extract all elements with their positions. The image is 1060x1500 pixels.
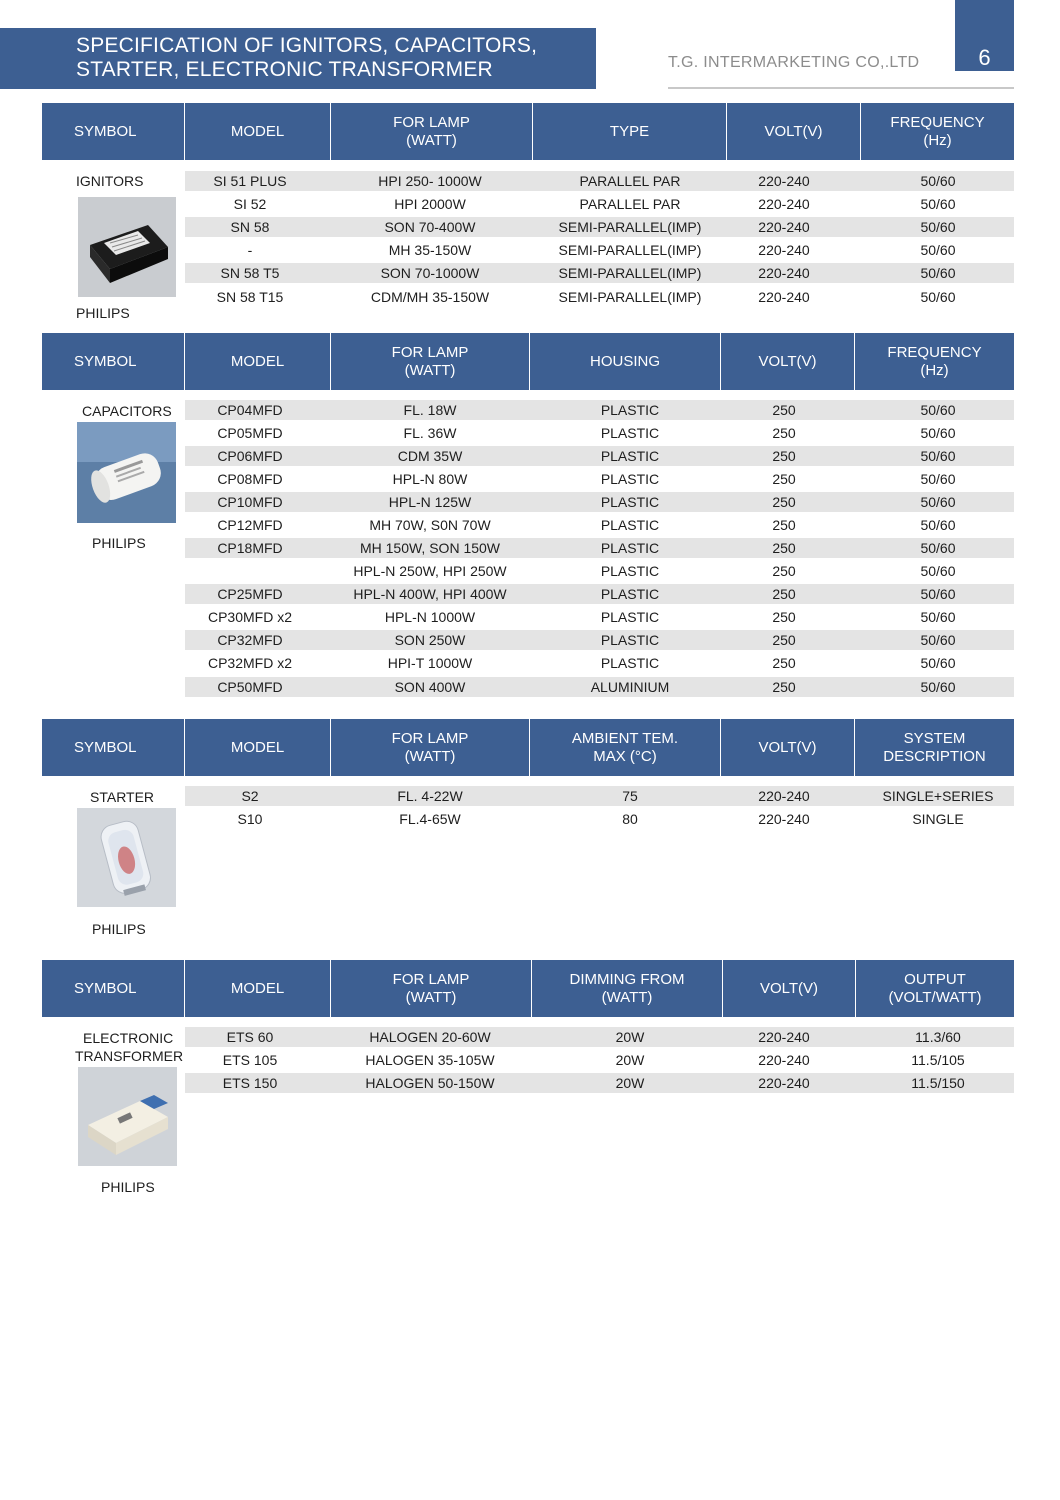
header-frequency: FREQUENCY (Hz) (861, 103, 1014, 160)
cell-lamp: CDM/MH 35-150W (370, 289, 490, 305)
cell-housing: PLASTIC (600, 540, 660, 556)
cell-lamp: SON 400W (394, 679, 466, 695)
table-row (185, 400, 1014, 420)
cell-model: CP12MFD (217, 517, 283, 533)
cell-model: S10 (237, 811, 263, 827)
cell-volt: 250 (772, 632, 796, 648)
cell-volt: 220-240 (758, 219, 810, 235)
cell-volt: 250 (772, 679, 796, 695)
capacitors-table-header (42, 333, 1014, 390)
header-for-lamp: FOR LAMP (WATT) (331, 960, 531, 1017)
cell-frequency: 50/60 (920, 563, 956, 579)
table-row (185, 677, 1014, 697)
cell-lamp: HALOGEN 50-150W (365, 1075, 495, 1091)
cell-housing: PLASTIC (600, 563, 660, 579)
cell-frequency: 50/60 (920, 632, 956, 648)
cell-frequency: 50/60 (920, 289, 956, 305)
table-row (185, 1050, 1014, 1070)
cell-housing: PLASTIC (600, 402, 660, 418)
table-row (185, 469, 1014, 489)
page-title-band (0, 28, 596, 89)
cell-housing: PLASTIC (600, 586, 660, 602)
cell-lamp: HPL-N 250W, HPI 250W (353, 563, 507, 579)
cell-model: SI 51 PLUS (213, 173, 287, 189)
cell-volt: 250 (772, 609, 796, 625)
cell-ambient-temp: 75 (622, 788, 638, 804)
cell-frequency: 50/60 (920, 425, 956, 441)
ignitors-label: IGNITORS (76, 173, 144, 189)
table-row (185, 217, 1014, 237)
transformer-brand: PHILIPS (101, 1179, 155, 1195)
cell-lamp: HPL-N 80W (392, 471, 468, 487)
cell-volt: 250 (772, 425, 796, 441)
header-model: MODEL (185, 333, 330, 390)
cell-lamp: CDM 35W (397, 448, 463, 464)
cell-volt: 220-240 (758, 1075, 810, 1091)
cell-frequency: 50/60 (920, 471, 956, 487)
cell-frequency: 50/60 (920, 609, 956, 625)
cell-volt: 220-240 (758, 1052, 810, 1068)
cell-lamp: HPL-N 400W, HPI 400W (353, 586, 507, 602)
cell-housing: PLASTIC (600, 494, 660, 510)
cell-system-description: SINGLE+SERIES (882, 788, 994, 804)
starter-photo (77, 808, 176, 907)
cell-frequency: 50/60 (920, 242, 956, 258)
cell-model: ETS 150 (222, 1075, 278, 1091)
transformer-label-line-1: ELECTRONIC (83, 1030, 174, 1046)
table-row (185, 287, 1014, 307)
cell-volt: 220-240 (758, 265, 810, 281)
cell-volt: 220-240 (758, 289, 810, 305)
header-model: MODEL (185, 719, 330, 776)
cell-model: CP25MFD (217, 586, 283, 602)
cell-volt: 250 (772, 494, 796, 510)
cell-housing: PLASTIC (600, 448, 660, 464)
cell-volt: 250 (772, 448, 796, 464)
cell-type: SEMI-PARALLEL(IMP) (558, 242, 702, 258)
page-title-line-2: STARTER, ELECTRONIC TRANSFORMER (76, 58, 493, 81)
cell-type: PARALLEL PAR (579, 196, 681, 212)
cell-volt: 220-240 (758, 1029, 810, 1045)
cell-ambient-temp: 80 (622, 811, 638, 827)
table-row (185, 171, 1014, 191)
header-model: MODEL (185, 103, 330, 160)
cell-lamp: HALOGEN 20-60W (369, 1029, 491, 1045)
capacitors-label: CAPACITORS (82, 403, 172, 419)
cell-housing: ALUMINIUM (590, 679, 670, 695)
header-volt: VOLT(V) (721, 719, 854, 776)
cell-model: SN 58 (230, 219, 270, 235)
ignitors-table-header (42, 103, 1014, 160)
cell-model: CP50MFD (217, 679, 283, 695)
cell-dimming-from: 20W (615, 1052, 645, 1068)
header-symbol: SYMBOL (42, 103, 184, 160)
cell-model: CP32MFD (217, 632, 283, 648)
cell-model: ETS 60 (226, 1029, 274, 1045)
cell-frequency: 50/60 (920, 402, 956, 418)
cell-model: CP30MFD x2 (207, 609, 293, 625)
transformer-table-header (42, 960, 1014, 1017)
cell-output: 11.5/150 (911, 1075, 965, 1091)
cell-model: CP06MFD (217, 448, 283, 464)
cell-volt: 250 (772, 586, 796, 602)
cell-volt: 220-240 (758, 173, 810, 189)
table-row (185, 607, 1014, 627)
starter-brand: PHILIPS (92, 921, 146, 937)
cell-output: 11.5/105 (911, 1052, 965, 1068)
cell-frequency: 50/60 (920, 219, 956, 235)
header-type: TYPE (533, 103, 726, 160)
cell-frequency: 50/60 (920, 586, 956, 602)
table-row (185, 240, 1014, 260)
cell-frequency: 50/60 (920, 448, 956, 464)
cell-lamp: MH 150W, SON 150W (359, 540, 501, 556)
cell-housing: PLASTIC (600, 471, 660, 487)
table-row (185, 1027, 1014, 1047)
table-row (185, 263, 1014, 283)
table-row (185, 630, 1014, 650)
cell-volt: 250 (772, 517, 796, 533)
cell-lamp: HPI 250- 1000W (378, 173, 482, 189)
cell-model: CP05MFD (217, 425, 283, 441)
transformer-label-line-2: TRANSFORMER (75, 1048, 184, 1064)
cell-lamp: FL. 4-22W (397, 788, 463, 804)
cell-frequency: 50/60 (920, 196, 956, 212)
cell-model: ETS 105 (222, 1052, 278, 1068)
cell-lamp: HPI 2000W (394, 196, 466, 212)
cell-dimming-from: 20W (615, 1029, 645, 1045)
cell-dimming-from: 20W (615, 1075, 645, 1091)
cell-lamp: HPL-N 125W (388, 494, 472, 510)
cell-lamp: SON 70-1000W (380, 265, 480, 281)
ignitor-photo (78, 197, 176, 297)
table-row (185, 423, 1014, 443)
header-system-description: SYSTEM DESCRIPTION (855, 719, 1014, 776)
header-frequency: FREQUENCY (Hz) (855, 333, 1014, 390)
cell-lamp: FL. 36W (403, 425, 457, 441)
cell-housing: PLASTIC (600, 517, 660, 533)
cell-volt: 250 (772, 655, 796, 671)
header-model: MODEL (185, 960, 330, 1017)
cell-housing: PLASTIC (600, 655, 660, 671)
cell-lamp: FL. 18W (403, 402, 457, 418)
cell-frequency: 50/60 (920, 540, 956, 556)
header-symbol: SYMBOL (42, 960, 184, 1017)
table-row (185, 194, 1014, 214)
cell-model: SI 52 (233, 196, 267, 212)
capacitors-brand: PHILIPS (92, 535, 146, 551)
cell-lamp: MH 70W, S0N 70W (369, 517, 491, 533)
header-symbol: SYMBOL (42, 719, 184, 776)
cell-volt: 220-240 (758, 788, 810, 804)
cell-volt: 250 (772, 402, 796, 418)
header-volt: VOLT(V) (723, 960, 855, 1017)
table-row (185, 809, 1014, 829)
table-row (185, 561, 1014, 581)
cell-model: CP32MFD x2 (207, 655, 293, 671)
cell-volt: 250 (772, 540, 796, 556)
cell-type: SEMI-PARALLEL(IMP) (558, 289, 702, 305)
cell-model: S2 (241, 788, 259, 804)
table-row (185, 584, 1014, 604)
table-row (185, 1073, 1014, 1093)
table-row (185, 653, 1014, 673)
company-underline (668, 87, 1014, 89)
cell-frequency: 50/60 (920, 655, 956, 671)
table-row (185, 446, 1014, 466)
cell-model: SN 58 T15 (216, 289, 284, 305)
cell-model: - (247, 242, 253, 258)
cell-lamp: SON 70-400W (384, 219, 476, 235)
cell-type: PARALLEL PAR (579, 173, 681, 189)
cell-model: CP18MFD (217, 540, 283, 556)
table-row (185, 492, 1014, 512)
cell-model: SN 58 T5 (220, 265, 280, 281)
cell-volt: 250 (772, 471, 796, 487)
cell-volt: 220-240 (758, 242, 810, 258)
cell-housing: PLASTIC (600, 609, 660, 625)
cell-frequency: 50/60 (920, 173, 956, 189)
cell-lamp: HPI-T 1000W (387, 655, 473, 671)
cell-volt: 220-240 (758, 811, 810, 827)
cell-frequency: 50/60 (920, 494, 956, 510)
header-symbol: SYMBOL (42, 333, 184, 390)
cell-type: SEMI-PARALLEL(IMP) (558, 219, 702, 235)
capacitor-photo (77, 422, 176, 523)
header-ambient-temp: AMBIENT TEM. MAX (°C) (530, 719, 720, 776)
header-for-lamp: FOR LAMP (WATT) (331, 103, 532, 160)
header-volt: VOLT(V) (721, 333, 854, 390)
cell-frequency: 50/60 (920, 679, 956, 695)
cell-housing: PLASTIC (600, 632, 660, 648)
header-volt: VOLT(V) (727, 103, 860, 160)
cell-frequency: 50/60 (920, 517, 956, 533)
page-number: 6 (978, 45, 991, 70)
cell-model: CP08MFD (217, 471, 283, 487)
cell-volt: 250 (772, 563, 796, 579)
cell-output: 11.3/60 (915, 1029, 961, 1045)
table-row (185, 538, 1014, 558)
cell-lamp: FL.4-65W (399, 811, 461, 827)
cell-lamp: SON 250W (394, 632, 466, 648)
cell-type: SEMI-PARALLEL(IMP) (558, 265, 702, 281)
header-for-lamp: FOR LAMP (WATT) (331, 333, 529, 390)
page-title-line-1: SPECIFICATION OF IGNITORS, CAPACITORS, (76, 34, 538, 57)
cell-model: CP04MFD (217, 402, 283, 418)
starter-table-header (42, 719, 1014, 776)
table-row (185, 786, 1014, 806)
transformer-photo (78, 1067, 177, 1166)
header-for-lamp: FOR LAMP (WATT) (331, 719, 529, 776)
cell-volt: 220-240 (758, 196, 810, 212)
company-name: T.G. INTERMARKETING CO,.LTD (668, 54, 920, 71)
cell-housing: PLASTIC (600, 425, 660, 441)
starter-label: STARTER (90, 789, 155, 805)
page-number-tab (955, 0, 1014, 71)
header-output: OUTPUT (VOLT/WATT) (856, 960, 1014, 1017)
ignitors-brand: PHILIPS (76, 305, 130, 321)
cell-lamp: MH 35-150W (388, 242, 472, 258)
cell-frequency: 50/60 (920, 265, 956, 281)
cell-lamp: HPL-N 1000W (384, 609, 476, 625)
cell-system-description: SINGLE (912, 811, 964, 827)
header-dimming-from: DIMMING FROM (WATT) (532, 960, 722, 1017)
table-row (185, 515, 1014, 535)
cell-lamp: HALOGEN 35-105W (365, 1052, 495, 1068)
cell-model: CP10MFD (217, 494, 283, 510)
header-housing: HOUSING (530, 333, 720, 390)
